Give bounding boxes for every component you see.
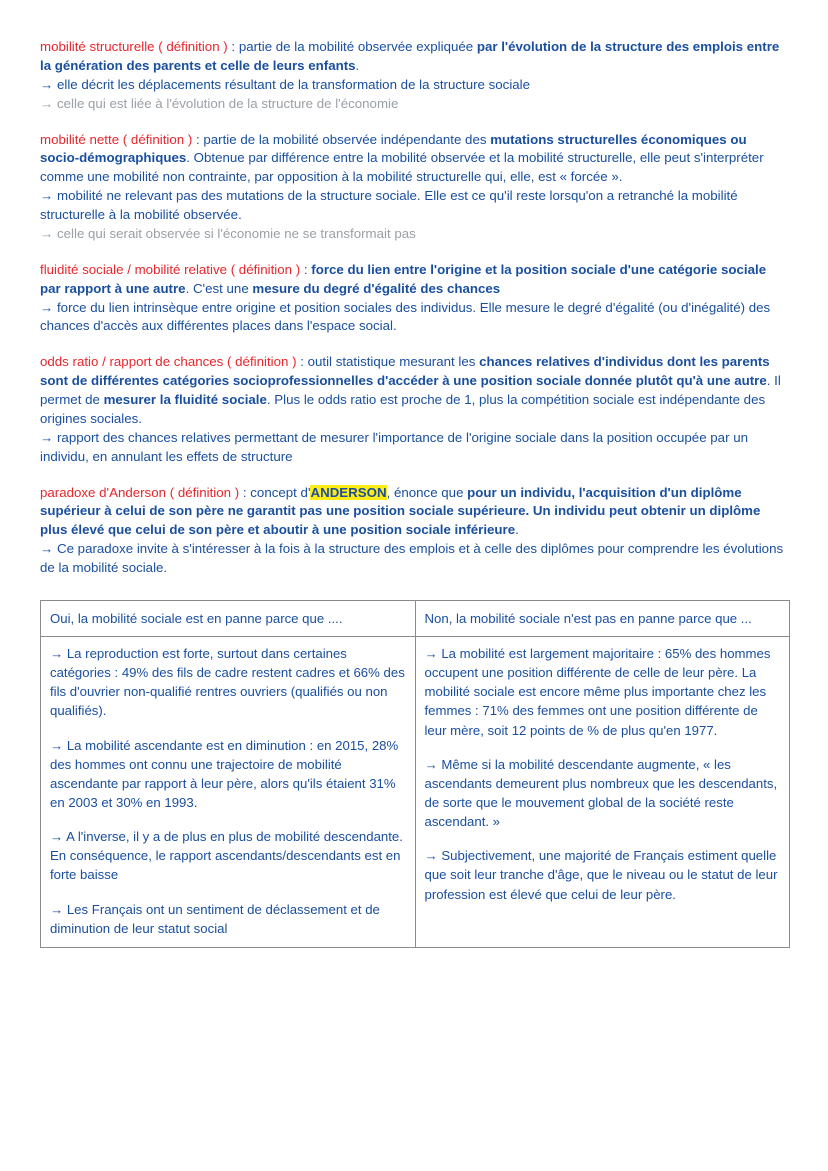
- definition-paren: ( définition ): [169, 484, 240, 500]
- definition-line: [40, 353, 788, 429]
- definition-text-bold-2: mesurer la fluidité sociale: [103, 392, 267, 407]
- definition-grey-note: → celle qui est liée à l'évolution de la structure de l'économie: [40, 95, 399, 111]
- definition-text-bold: pour un individu, l'acquisition d'un diplôme supérieur à celui de son père ne garantit pas une position sociale supérieure. Un individu peut obtenir un diplôme plus élevé que celui de son père et aboutir à une position sociale inférieure: [40, 484, 761, 538]
- colon: :: [239, 484, 251, 500]
- definition-text-bold: chances relatives d'individus dont les parents sont de différentes catégories socioprofessionnelles d'accéder à une position sociale donnée plutôt qu'à une autre: [40, 354, 770, 389]
- term-label: fluidité sociale / mobilité relative: [40, 261, 227, 277]
- argument-item: → A l'inverse, il y a de plus en plus de mobilité descendante. En conséquence, le rapport ascendants/descendants est en forte baisse: [50, 829, 403, 883]
- table-cell-oui-arguments: [41, 637, 416, 948]
- definition-text-tail: . Il permet de: [40, 373, 781, 407]
- definition-text: partie de la mobilité observée indépendante des: [203, 131, 491, 147]
- definition-entry-mobilite-nette: [40, 131, 788, 244]
- argument-item: → La mobilité est largement majoritaire : 65% des hommes occupent une position différente de celle de leur père. La mobilité sociale est encore même plus importante chez les femmes : 71% des femmes ont une position différente de leur mère, soit 12 points de % de plus qu'en 1977.: [424, 646, 771, 738]
- definition-text-mid: , énonce que: [386, 484, 468, 500]
- definition-text-tail-2: . Plus le odds ratio est proche de 1, plus la compétition sociale est indépendante des origines sociales.: [40, 392, 766, 426]
- definition-entry-mobilite-structurelle: [40, 38, 788, 114]
- colon: :: [227, 39, 239, 54]
- definition-arrow-note: → force du lien intrinsèque entre origine et position sociales des individus. Elle mesure le degré d'égalité (ou d'inégalité) des chances d'accès aux différentes places dans l'espace social.: [40, 299, 771, 334]
- table-header-oui: Oui, la mobilité sociale est en panne parce que ....: [41, 600, 416, 636]
- definition-text-bold-2: mesure du degré d'égalité des chances: [252, 280, 501, 296]
- argument-item: → La mobilité ascendante est en diminution : en 2015, 28% des hommes ont connu une trajectoire de mobilité ascendante par rapport à leur père, alors qu'ils étaient 31% en 2003 et 30% en 1993.: [50, 737, 399, 810]
- definition-paren: ( définition ): [230, 261, 301, 277]
- comparison-table: [40, 600, 790, 948]
- colon: :: [192, 131, 204, 147]
- definition-text-tail: . Obtenue par différence entre la mobilité observée et la mobilité structurelle, elle peut s'interpréter comme une mobilité non contrainte, par opposition à la mobilité structurelle qui, elle, est « forcée ».: [40, 150, 764, 185]
- definition-paren: ( définition ): [227, 354, 297, 370]
- definition-arrow-note: → Ce paradoxe invite à s'intéresser à la fois à la structure des emplois et à celle des diplômes pour comprendre les évolutions de la mobilité sociale.: [40, 541, 784, 575]
- definition-arrow-note: → rapport des chances relatives permettant de mesurer l'importance de l'origine sociale dans la position occupée par un individu, en annulant les effets de structure: [40, 429, 748, 464]
- definition-entry-fluidite-sociale: [40, 261, 788, 337]
- definition-entry-paradoxe-anderson: [40, 484, 788, 578]
- highlighted-name: ANDERSON: [310, 484, 387, 500]
- definition-text: outil statistique mesurant les: [307, 354, 480, 370]
- term-label: mobilité structurelle: [40, 39, 155, 54]
- argument-item: → Les Français ont un sentiment de déclassement et de diminution de leur statut social: [50, 901, 380, 936]
- definition-text: partie de la mobilité observée expliquée: [238, 39, 477, 54]
- definition-paren: ( définition ): [122, 131, 193, 147]
- definition-arrow-note: → elle décrit les déplacements résultant de la transformation de la structure sociale: [40, 76, 531, 92]
- colon: :: [300, 261, 312, 277]
- definition-grey-note: → celle qui serait observée si l'économie ne se transformait pas: [40, 225, 416, 241]
- definition-arrow-note: → mobilité ne relevant pas des mutations de la structure sociale. Elle est ce qu'il reste lorsqu'on a retranché la mobilité structurelle à la mobilité observée.: [40, 188, 738, 222]
- term-label: paradoxe d'Anderson: [40, 484, 166, 500]
- definition-text-bold: force du lien entre l'origine et la position sociale d'une catégorie sociale par rapport à une autre: [40, 261, 767, 296]
- table-header-non: Non, la mobilité sociale n'est pas en panne parce que ...: [415, 600, 790, 636]
- definition-text: concept d': [250, 484, 311, 500]
- argument-item: → La reproduction est forte, surtout dans certaines catégories : 49% des fils de cadre restent cadres et 66% des fils d'ouvrier non-qualifié rentres ouvriers (qualifiés ou non qualifiés).: [50, 646, 405, 719]
- definition-text-tail: .: [355, 57, 360, 73]
- definition-line: [40, 38, 788, 76]
- definition-line: [40, 261, 788, 299]
- definition-line: [40, 131, 788, 188]
- table-cell-non-arguments: [415, 637, 790, 948]
- term-label: odds ratio / rapport de chances: [40, 354, 224, 370]
- definition-text-tail: . C'est une: [185, 280, 253, 296]
- colon: :: [296, 354, 308, 370]
- table-row: [41, 637, 790, 948]
- definition-text-bold: par l'évolution de la structure des emplois entre la génération des parents et celle de leurs enfants: [40, 39, 780, 73]
- argument-item: → Même si la mobilité descendante augmente, « les ascendants demeurent plus nombreux que les descendants, de sorte que le mouvement global de la société reste ascendant. »: [424, 756, 778, 830]
- term-label: mobilité nette: [40, 131, 120, 147]
- argument-item: → Subjectivement, une majorité de Français estiment quelle que soit leur tranche d'âge, que le niveau ou le statut de leur profession est élevé que celui de leur père.: [424, 848, 778, 902]
- definition-text-tail: .: [515, 522, 519, 538]
- definition-text-bold: mutations structurelles économiques ou socio-démographiques: [40, 131, 747, 166]
- table-header-row: [41, 600, 790, 636]
- definition-entry-odds-ratio: [40, 353, 788, 466]
- definition-line: [40, 484, 788, 541]
- definition-paren: ( définition ): [158, 39, 228, 54]
